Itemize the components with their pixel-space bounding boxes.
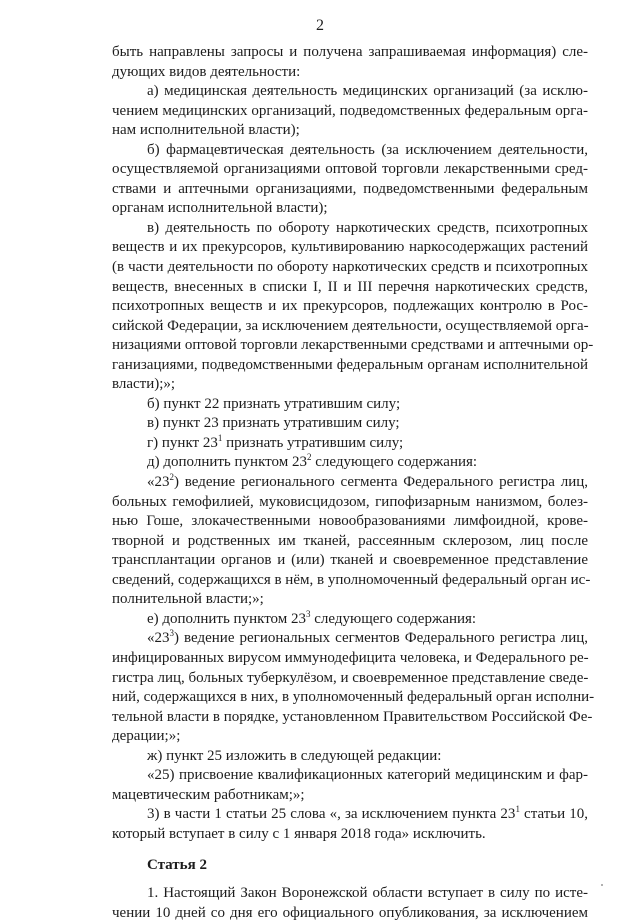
article-heading: Статья 2 — [147, 857, 207, 874]
text-line — [112, 629, 588, 649]
superscript: 2 — [169, 472, 174, 483]
text-line: быть направлены запросы и получена запрашиваемая информация) сле- — [112, 44, 588, 60]
text-line: психотропных веществ и их прекурсоров, подлежащих контролю в Рос- — [112, 298, 588, 315]
text-line: гистра лиц, больных туберкулёзом, и своевременное представление сведе- — [112, 669, 589, 686]
text-line — [112, 453, 588, 473]
text-segment: признать утратившим силу; — [222, 434, 404, 451]
text-segment: следующего содержания: — [311, 454, 478, 471]
superscript: 2 — [306, 452, 312, 463]
text-line: творной и родственных им тканей, рассеянным склерозом, лиц после — [112, 532, 588, 549]
superscript: 1 — [515, 804, 520, 815]
text-segment: «23 — [147, 474, 170, 491]
text-segment: е) дополнить пунктом 23 — [147, 610, 307, 627]
text-line: инфицированных вирусом иммунодефицита человека, и Федерального ре- — [112, 649, 589, 666]
text-line: осуществляемой организациями оптовой торговли лекарственными сред- — [112, 161, 588, 178]
text-line: который вступает в силу с 1 января 2018 года» исключить. — [112, 825, 486, 842]
text-line: а) медицинская деятельность медицинских организаций (за исклю- — [147, 83, 588, 100]
text-line: в) деятельность по обороту наркотических средств, психотропных — [147, 219, 588, 236]
text-line: 1. Настоящий Закон Воронежской области вступает в силу по истe- — [147, 884, 588, 901]
text-line: полнительной власти;»; — [112, 591, 264, 608]
text-line — [112, 805, 588, 825]
text-line: мацевтическим работникам;»; — [112, 786, 305, 803]
text-line: чении 10 дней со дня его официального опубликования, за исключением — [112, 904, 588, 921]
text-line — [112, 610, 588, 630]
text-line: дерации;»; — [112, 728, 181, 745]
superscript: 3 — [169, 628, 174, 639]
text-line: (в части деятельности по обороту наркотических средств и психотропных — [112, 259, 588, 276]
text-line: б) пункт 22 признать утратившим силу; — [147, 395, 401, 412]
text-segment: статьи 10, — [519, 806, 589, 823]
text-segment: г) пункт 23 — [147, 434, 218, 451]
text-line: нью Гоше, злокачественными новообразованиями лимфоидной, крове- — [112, 513, 588, 530]
text-line: тельной власти в порядке, установленном Правительством Российской Фе- — [112, 708, 593, 725]
text-line: низациями оптовой торговли лекарственными средствами и аптечными ор- — [112, 337, 594, 354]
text-line: нам исполнительной власти); — [112, 122, 300, 139]
scan-speck — [601, 884, 603, 886]
text-line: больных гемофилией, муковисцидозом, гипофизарным нанизмом, болез- — [112, 493, 588, 510]
text-line: ний, содержащихся в них, в уполномоченный федеральный орган исполни- — [112, 689, 595, 706]
text-line: веществ, внесенных в списки I, II и III перечня наркотических средств, — [112, 278, 588, 295]
text-line: трансплантации органов и (или) тканей и своевременное представление — [112, 552, 588, 569]
text-line — [112, 434, 588, 454]
text-line: чением медицинских организаций, подведомственных федеральным орга- — [112, 102, 588, 119]
text-segment: д) дополнить пунктом 23 — [147, 454, 307, 471]
superscript: 3 — [306, 608, 311, 619]
page-number: 2 — [316, 17, 324, 34]
text-line: сийской Федерации, за исключением деятельности, осуществляемой орга- — [112, 317, 589, 334]
text-line: в) пункт 23 признать утратившим силу; — [147, 415, 400, 432]
text-line: ствами и аптечными организациями, подведомственными федеральным — [112, 180, 588, 197]
text-line — [112, 473, 588, 493]
text-segment: ) ведение регионального сегмента Федерального регистра лиц, — [174, 474, 588, 491]
text-segment: 3) в части 1 статьи 25 слова «, за исключением пункта 23 — [147, 806, 516, 823]
text-line: б) фармацевтическая деятельность (за исключением деятельности, — [147, 141, 588, 158]
text-line: органам исполнительной власти); — [112, 200, 328, 217]
text-line: ж) пункт 25 изложить в следующей редакции: — [147, 747, 442, 764]
text-line: ганизациями, подведомственными федеральным органам исполнительной — [112, 356, 588, 373]
text-line: власти);»; — [112, 376, 176, 393]
text-line: сведений, содержащихся в нём, в уполномоченный федеральный орган ис- — [112, 571, 591, 588]
document-body — [112, 43, 595, 923]
text-line: «25) присвоение квалификационных категорий медицинским и фар- — [147, 767, 588, 784]
text-line: веществ и их прекурсоров, культивированию наркосодержащих растений — [112, 239, 588, 256]
text-line: дующих видов деятельности: — [112, 63, 301, 80]
superscript: 1 — [217, 432, 223, 443]
text-segment: следующего содержания: — [310, 610, 477, 627]
text-segment: «23 — [147, 630, 170, 647]
text-segment: ) ведение региональных сегментов Федерального регистра лиц, — [174, 630, 588, 647]
